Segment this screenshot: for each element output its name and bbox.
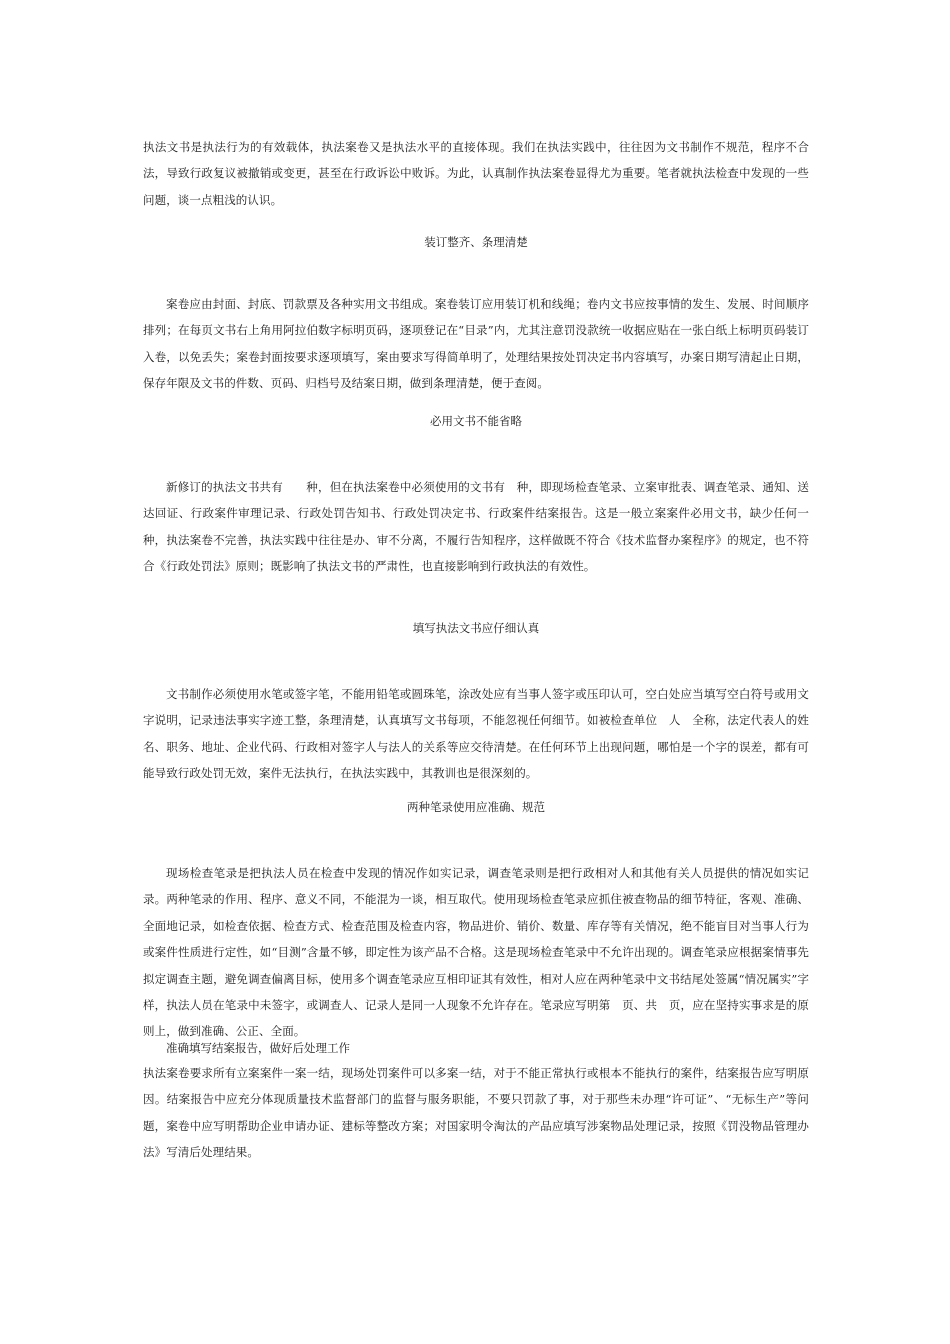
intro-paragraph: 执法文书是执法行为的有效载体，执法案卷又是执法水平的直接体现。我们在执法实践中，往往因为文书制作不规范，程序不合法，导致行政复议被撤销或变更，甚至在行政诉讼中败诉。为此，认真制作执法案卷显得尤为重要。笔者就执法检查中发现的一些问题，谈一点粗浅的认识。 xyxy=(143,140,809,207)
section-heading-two-records: 两种笔录使用应准确、规范 xyxy=(407,800,545,814)
section-heading-closing-report: 准确填写结案报告，做好后处理工作 xyxy=(166,1041,350,1055)
section-body-closing-report: 执法案卷要求所有立案案件一案一结，现场处罚案件可以多案一结，对于不能正常执行或根本不能执行的案件，结案报告应写明原因。结案报告中应充分体现质量技术监督部门的监督与服务职能，不要只罚款了事，对于那些未办理“许可证”、“无标生产”等问题，案卷中应写明帮助企业申请办证、建标等整改方案；对国家明令淘汰的产品应填写涉案物品处理记录，按照《罚没物品管理办法》写清后处理结果。 xyxy=(143,1066,809,1160)
section-heading-required-docs: 必用文书不能省略 xyxy=(430,414,522,428)
section-body-careful-filling: 文书制作必须使用水笔或签字笔，不能用铅笔或圆珠笔，涂改处应有当事人签字或压印认可，空白处应当填写空白符号或用文字说明，记录违法事实字迹工整，条理清楚，认真填写文书每项，不能忽视任何细节。如被检查单位 人 全称，法定代表人的姓名、职务、地址、企业代码、行政相对签字人与法人的关系等应交待清楚。在任何环节上出现问题，哪怕是一个字的误差，都有可能导致行政处罚无效，案件无法执行，在执法实践中，其教训也是很深刻的。 xyxy=(143,687,809,781)
section-heading-careful-filling: 填写执法文书应仔细认真 xyxy=(412,621,540,635)
section-heading-binding: 装订整齐、条理清楚 xyxy=(424,235,528,249)
section-body-required-docs: 新修订的执法文书共有 种，但在执法案卷中必须使用的文书有 种，即现场检查笔录、立案审批表、调查笔录、通知、送达回证、行政案件审理记录、行政处罚告知书、行政处罚决定书、行政案件结案报告。这是一般立案案件必用文书，缺少任何一种，执法案卷不完善，执法实践中往往是办、审不分离，不履行告知程序，这样做既不符合《技术监督办案程序》的规定，也不符合《行政处罚法》原则；既影响了执法文书的严肃性，也直接影响到行政执法的有效性。 xyxy=(143,480,809,574)
section-body-binding: 案卷应由封面、封底、罚款票及各种实用文书组成。案卷装订应用装订机和线绳；卷内文书应按事情的发生、发展、时间顺序排列；在每页文书右上角用阿拉伯数字标明页码，逐项登记在“目录”内，尤其注意罚没款统一收据应贴在一张白纸上标明页码装订入卷，以免丢失；案卷封面按要求逐项填写，案由要求写得简单明了，处理结果按处罚决定书内容填写，办案日期写清起止日期，保存年限及文书的件数、页码、归档号及结案日期，做到条理清楚，便于查阅。 xyxy=(143,297,809,391)
section-body-two-records: 现场检查笔录是把执法人员在检查中发现的情况作如实记录，调查笔录则是把行政相对人和其他有关人员提供的情况如实记录。两种笔录的作用、程序、意义不同，不能混为一谈，相互取代。使用现场检查笔录应抓住被查物品的细节特征，客观、准确、全面地记录，如检查依据、检查方式、检查范围及检查内容，物品进价、销价、数量、库存等有关情况，绝不能盲目对当事人行为或案件性质进行定性，如“目测”含量不够，即定性为该产品不合格。这是现场检查笔录中不允许出现的。调查笔录应根据案情事先拟定调查主题，避免调查偏离目标，使用多个调查笔录应互相印证其有效性，相对人应在两种笔录中文书结尾处签属“情况属实”字样，执法人员在笔录中未签字，或调查人、记录人是同一人现象不允许存在。笔录应写明第 页、共 页，应在坚持实事求是的原则上，做到准确、公正、全面。 xyxy=(143,866,809,1039)
